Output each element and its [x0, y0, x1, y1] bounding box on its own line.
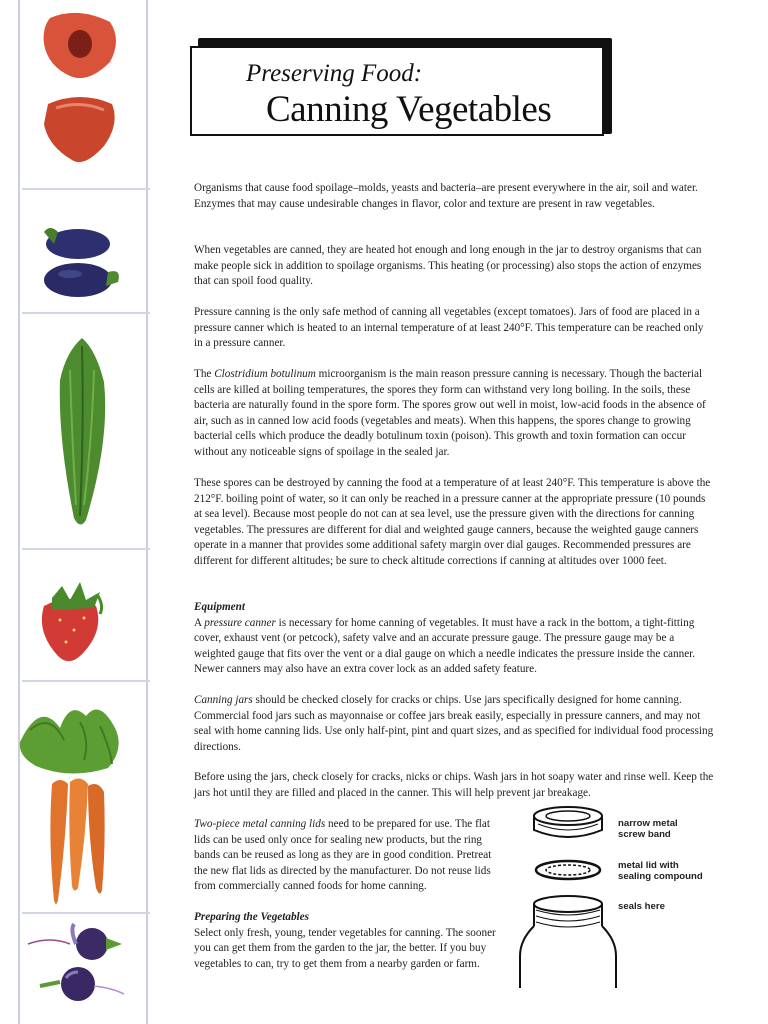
- section-heading: Preparing the Vegetables: [194, 911, 309, 923]
- page-title: Canning Vegetables: [266, 89, 552, 130]
- label-text: metal lid with: [618, 860, 679, 871]
- illustration-strip: [0, 0, 152, 1024]
- eggplant-icon: [44, 228, 119, 297]
- paragraph-text: need to be prepared for use. The flat lids can be used only once for sealing new products, but the ring bands can be reused as long as they are in good condition. Pretreat the new flat lids as directed by the manufacturer. Do not reuse lids from commercially canned foods for home canning.: [194, 818, 492, 893]
- term: Two-piece metal canning lids: [194, 818, 326, 830]
- term: pressure canner: [204, 616, 276, 629]
- peach-icon: [44, 13, 116, 162]
- paragraph-lids: [194, 817, 506, 895]
- paragraph-pressure-canning: [194, 305, 714, 352]
- label-seals-here: seals here: [618, 901, 665, 912]
- jar-diagram: [510, 800, 740, 1000]
- screw-band-icon: [534, 807, 602, 837]
- paragraph-text: When vegetables are canned, they are heated hot enough and long enough in the jar to destroy organisms that can make people sick in addition to spoilage organisms. This heating (or processing) also stops the action of enzymes that can spoil food quality.: [194, 244, 702, 288]
- title-banner: [190, 38, 612, 138]
- paragraph-text: Before using the jars, check closely for cracks, nicks or chips. Wash jars in hot soapy water and rinse well. Keep the jars hot until they are filled and placed in the canner. This will help prevent jar breakage.: [194, 771, 714, 799]
- organism-name: Clostridium botulinum: [214, 368, 316, 380]
- okra-icon: [60, 338, 105, 525]
- paragraph-spores: [194, 476, 714, 570]
- term: Canning jars: [194, 694, 253, 706]
- paragraph-jar-check: [194, 770, 714, 801]
- title-box: [190, 46, 604, 136]
- label-text: narrow metal: [618, 818, 678, 829]
- paragraph-text: These spores can be destroyed by canning the food at a temperature of at least 240°F. This temperature is above the 212°F. boiling point of water, so it can only be reached in a pressure canner at the appropriate pressure (10 pounds at sea level). Because most people do not can at sea level, use the pressure given with the directions for canning vegetables. The pressures are different for dial and weighted gauge canners, because the weighted gauge canners operate in a manner that provides some additional safety margin over dial gauges. Recommended pressures are different for different altitudes; be sure to check altitude corrections if canning at altitudes over 1000 feet.: [194, 477, 711, 567]
- paragraph-spoilage: [194, 181, 714, 212]
- label-screw-band: [618, 818, 678, 840]
- flat-lid-icon: [536, 861, 600, 879]
- label-text: sealing compound: [618, 871, 703, 882]
- label-lid: [618, 860, 703, 882]
- radish-icon: [28, 924, 124, 1001]
- paragraph-canning-jars: [194, 693, 714, 755]
- paragraph-text: A: [194, 616, 205, 629]
- carrot-icon: [20, 710, 119, 904]
- paragraph-text: Organisms that cause food spoilage–molds, yeasts and bacteria–are present everywhere in the air, soil and water. Enzymes that may cause undesirable changes in flavor, color and texture are present in raw vegetables.: [194, 182, 698, 210]
- section-preparing: [194, 910, 506, 972]
- paragraph-text: is necessary for home canning of vegetables. It must have a rack in the bottom, a tight-fitting cover, exhaust vent (or petcock), safety valve and an accurate pressure gauge. The pressure gauge may be a weighted gauge that fits over the vent or a dial gauge on which a needle indicates the pressure inside the canner. Newer canners may also have an extra cover lock as an added safety feature.: [194, 616, 696, 676]
- paragraph-botulinum: [194, 367, 714, 461]
- paragraph-heating: [194, 243, 714, 290]
- paragraph-text: The: [194, 368, 215, 380]
- paragraph-text: Pressure canning is the only safe method of canning all vegetables (except tomatoes). Jars of food are placed in a pressure canner which is heated to an internal temperature of at least 240°F. This temperature can be reached only in a pressure canner.: [194, 306, 704, 350]
- section-equipment: [194, 600, 714, 678]
- title-line1: Preserving Food:: [246, 60, 423, 87]
- section-heading: Equipment: [194, 601, 245, 613]
- paragraph-text: should be checked closely for cracks or chips. Use jars specifically designed for home canning. Commercial food jars such as mayonnaise or coffee jars break easily, especially in pressure canners, and may not seal with home canning lids. Use only half-pint, pint and quart sizes, and as specified for individual food processing directions.: [194, 694, 714, 753]
- vegetable-illustrations: [0, 0, 152, 1024]
- jar-icon: [520, 896, 616, 988]
- strawberry-icon: [42, 582, 102, 661]
- paragraph-text: Select only fresh, young, tender vegetables for canning. The sooner you can get them from the garden to the jar, the better. If you buy vegetables to can, try to get them from a nearby garden or farm.: [194, 926, 496, 970]
- paragraph-text: microorganism is the main reason pressure canning is necessary. Though the bacterial cells are killed at boiling temperatures, the spores they form can withstand very long boiling. In the soils, these bacteria are naturally found in the spore form. The spores grow out well in moist, low-acid foods in the absence of air, such as in canned low acid foods (vegetables and meats). When this happens, the spores change to growing bacterial cells which produce the deadly botulinum toxin (poison). This growth and toxin formation can occur without any noticeable signs of spoilage in the sealed jar.: [194, 368, 706, 458]
- label-text: screw band: [618, 829, 671, 840]
